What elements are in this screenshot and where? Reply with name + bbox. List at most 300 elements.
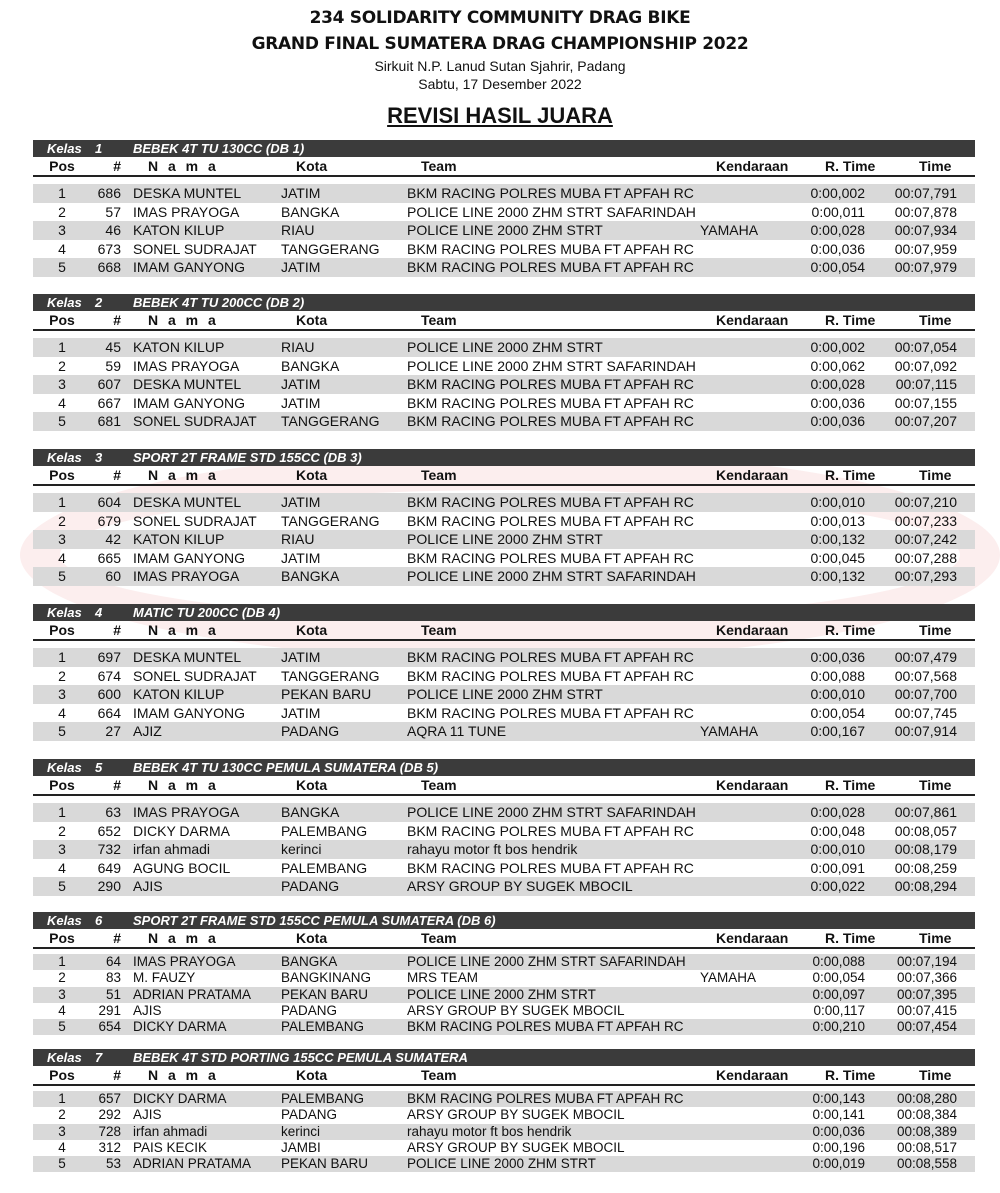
col-header-number: # xyxy=(113,777,121,793)
cell-pos: 4 xyxy=(58,240,66,257)
cell-team: POLICE LINE 2000 ZHM STRT SAFARINDAH xyxy=(407,203,696,220)
cell-time: 00:07,745 xyxy=(894,704,957,721)
cell-kota: TANGGERANG xyxy=(281,240,380,257)
cell-time: 00:08,057 xyxy=(894,822,957,839)
cell-kota: PADANG xyxy=(281,878,340,894)
kelas-number: 6 xyxy=(95,913,103,928)
col-header-name: N a m a xyxy=(148,158,219,174)
cell-number: 64 xyxy=(105,954,121,969)
kelas-number: 7 xyxy=(95,1050,103,1065)
cell-name: KATON KILUP xyxy=(133,339,225,355)
col-header-kendaraan: Kendaraan xyxy=(716,1067,789,1083)
cell-pos: 1 xyxy=(58,649,66,665)
cell-time: 00:08,179 xyxy=(894,841,957,857)
class-title: SPORT 2T FRAME STD 155CC (DB 3) xyxy=(133,450,362,465)
cell-pos: 2 xyxy=(58,1107,66,1123)
cell-time: 00:07,207 xyxy=(894,413,957,429)
cell-team: POLICE LINE 2000 ZHM STRT SAFARINDAH xyxy=(407,568,696,584)
table-row xyxy=(33,1124,975,1140)
cell-rtime: 0:00,141 xyxy=(812,1107,865,1123)
col-header-team: Team xyxy=(421,158,457,174)
col-header-rtime: R. Time xyxy=(825,158,876,174)
cell-rtime: 0:00,054 xyxy=(810,259,865,275)
page-heading: REVISI HASIL JUARA xyxy=(387,103,613,128)
cell-time: 00:08,384 xyxy=(896,1107,957,1123)
cell-name: irfan ahmadi xyxy=(133,841,211,857)
cell-time: 00:08,517 xyxy=(896,1139,957,1155)
event-title: 234 SOLIDARITY COMMUNITY DRAG BIKE xyxy=(309,8,691,28)
cell-name: IMAS PRAYOGA xyxy=(133,203,240,220)
table-row xyxy=(33,567,975,586)
cell-kota: TANGGERANG xyxy=(281,667,380,684)
cell-rtime: 0:00,048 xyxy=(810,822,865,839)
cell-number: 679 xyxy=(97,512,121,529)
cell-team: BKM RACING POLRES MUBA FT APFAH RC xyxy=(407,649,694,665)
cell-pos: 5 xyxy=(58,1156,66,1172)
col-header-kota: Kota xyxy=(296,777,328,793)
cell-kota: BANGKA xyxy=(281,568,340,584)
col-header-rtime: R. Time xyxy=(825,622,876,638)
kelas-number: 3 xyxy=(95,450,103,465)
table-row xyxy=(33,954,975,970)
cell-name: IMAS PRAYOGA xyxy=(133,568,240,584)
cell-name: M. FAUZY xyxy=(133,970,196,986)
cell-pos: 3 xyxy=(58,222,66,238)
cell-kota: PADANG xyxy=(281,1107,338,1123)
cell-kendaraan: YAMAHA xyxy=(700,222,759,238)
class-header-bar xyxy=(33,140,975,157)
cell-rtime: 0:00,011 xyxy=(811,203,865,220)
col-header-kota: Kota xyxy=(296,622,328,638)
column-header-row xyxy=(33,1066,975,1086)
col-header-number: # xyxy=(113,312,121,328)
cell-time: 00:07,366 xyxy=(896,970,957,986)
cell-number: 657 xyxy=(98,1091,121,1106)
cell-team: BKM RACING POLRES MUBA FT APFAH RC xyxy=(407,549,694,566)
cell-number: 51 xyxy=(105,986,121,1002)
cell-name: IMAS PRAYOGA xyxy=(133,357,240,374)
cell-number: 673 xyxy=(97,240,121,257)
cell-rtime: 0:00,028 xyxy=(810,376,865,392)
cell-rtime: 0:00,045 xyxy=(810,549,865,566)
table-row xyxy=(33,648,975,667)
table-row xyxy=(33,338,975,357)
cell-kota: PADANG xyxy=(281,723,340,739)
cell-name: DICKY DARMA xyxy=(133,1091,227,1106)
cell-team: BKM RACING POLRES MUBA FT APFAH RC xyxy=(407,376,694,392)
cell-time: 00:07,233 xyxy=(894,512,957,529)
cell-kota: JATIM xyxy=(281,259,321,275)
col-header-name: N a m a xyxy=(148,777,219,793)
col-header-kendaraan: Kendaraan xyxy=(716,777,789,793)
class-header-bar xyxy=(33,449,975,466)
cell-time: 00:07,092 xyxy=(894,357,957,374)
cell-number: 654 xyxy=(98,1019,121,1035)
kelas-label: Kelas xyxy=(47,295,82,310)
table-row xyxy=(33,704,975,723)
class-title: BEBEK 4T TU 130CC (DB 1) xyxy=(133,141,305,156)
cell-pos: 2 xyxy=(58,512,66,529)
col-header-rtime: R. Time xyxy=(825,1067,876,1083)
cell-rtime: 0:00,088 xyxy=(812,954,865,969)
cell-pos: 2 xyxy=(58,357,66,374)
col-header-name: N a m a xyxy=(148,1067,219,1083)
column-header-row xyxy=(33,466,975,486)
cell-name: PAIS KECIK xyxy=(133,1139,208,1155)
column-header-row xyxy=(33,929,975,949)
cell-team: ARSY GROUP BY SUGEK MBOCIL xyxy=(407,878,633,894)
cell-pos: 4 xyxy=(58,394,66,411)
col-header-pos: Pos xyxy=(49,777,75,793)
cell-kota: PALEMBANG xyxy=(281,859,368,876)
table-row xyxy=(33,987,975,1003)
cell-rtime: 0:00,013 xyxy=(810,512,865,529)
cell-rtime: 0:00,210 xyxy=(812,1019,865,1035)
cell-pos: 1 xyxy=(58,339,66,355)
cell-time: 00:08,558 xyxy=(896,1156,957,1172)
col-header-kendaraan: Kendaraan xyxy=(716,622,789,638)
cell-time: 00:07,700 xyxy=(894,686,957,702)
col-header-pos: Pos xyxy=(49,930,75,946)
cell-number: 681 xyxy=(97,413,121,429)
class-title: SPORT 2T FRAME STD 155CC PEMULA SUMATERA (DB 6) xyxy=(133,913,496,928)
cell-number: 42 xyxy=(105,531,121,547)
cell-kota: BANGKA xyxy=(281,954,338,969)
cell-number: 60 xyxy=(105,568,121,584)
cell-rtime: 0:00,036 xyxy=(810,240,865,257)
cell-number: 46 xyxy=(105,222,121,238)
cell-team: ARSY GROUP BY SUGEK MBOCIL xyxy=(407,1002,625,1018)
kelas-label: Kelas xyxy=(47,760,82,775)
col-header-time: Time xyxy=(919,158,952,174)
class-section xyxy=(33,912,975,1035)
cell-name: ADRIAN PRATAMA xyxy=(133,986,252,1002)
cell-time: 00:07,054 xyxy=(894,339,957,355)
kelas-label: Kelas xyxy=(47,1050,82,1065)
col-header-kota: Kota xyxy=(296,158,328,174)
col-header-name: N a m a xyxy=(148,930,219,946)
col-header-name: N a m a xyxy=(148,622,219,638)
cell-pos: 4 xyxy=(58,1002,66,1018)
class-header-bar xyxy=(33,759,975,776)
cell-pos: 5 xyxy=(58,1019,66,1035)
cell-name: IMAM GANYONG xyxy=(133,704,246,721)
column-header-row xyxy=(33,621,975,641)
col-header-number: # xyxy=(113,467,121,483)
cell-number: 27 xyxy=(105,723,121,739)
cell-kota: JATIM xyxy=(281,394,321,411)
col-header-number: # xyxy=(113,1067,121,1083)
cell-number: 292 xyxy=(98,1107,121,1123)
cell-rtime: 0:00,010 xyxy=(810,494,865,510)
col-header-number: # xyxy=(113,622,121,638)
cell-team: BKM RACING POLRES MUBA FT APFAH RC xyxy=(407,512,694,529)
cell-number: 674 xyxy=(97,667,121,684)
col-header-kendaraan: Kendaraan xyxy=(716,158,789,174)
cell-number: 665 xyxy=(97,549,121,566)
cell-number: 63 xyxy=(105,804,121,820)
col-header-pos: Pos xyxy=(49,467,75,483)
cell-time: 00:08,280 xyxy=(896,1091,957,1106)
cell-kota: BANGKA xyxy=(281,357,340,374)
cell-number: 686 xyxy=(97,185,121,201)
cell-pos: 3 xyxy=(58,986,66,1002)
col-header-rtime: R. Time xyxy=(825,467,876,483)
col-header-team: Team xyxy=(421,312,457,328)
kelas-label: Kelas xyxy=(47,605,82,620)
cell-team: BKM RACING POLRES MUBA FT APFAH RC xyxy=(407,240,694,257)
cell-number: 291 xyxy=(98,1002,121,1018)
cell-time: 00:07,155 xyxy=(894,394,957,411)
cell-pos: 4 xyxy=(58,1139,66,1155)
cell-rtime: 0:00,002 xyxy=(810,185,865,201)
cell-team: MRS TEAM xyxy=(407,970,479,986)
class-title: BEBEK 4T TU 200CC (DB 2) xyxy=(133,295,305,310)
cell-number: 607 xyxy=(97,376,121,392)
cell-name: irfan ahmadi xyxy=(133,1123,208,1139)
col-header-name: N a m a xyxy=(148,467,219,483)
cell-kota: JATIM xyxy=(281,549,321,566)
cell-pos: 2 xyxy=(58,667,66,684)
event-subtitle: GRAND FINAL SUMATERA DRAG CHAMPIONSHIP 2022 xyxy=(251,34,749,54)
cell-pos: 3 xyxy=(58,1123,66,1139)
table-row xyxy=(33,512,975,531)
cell-time: 00:07,454 xyxy=(896,1019,957,1035)
cell-team: BKM RACING POLRES MUBA FT APFAH RC xyxy=(407,394,694,411)
cell-time: 00:07,861 xyxy=(894,804,957,820)
cell-pos: 3 xyxy=(58,376,66,392)
cell-pos: 5 xyxy=(58,413,66,429)
cell-rtime: 0:00,132 xyxy=(810,568,865,584)
table-row xyxy=(33,549,975,568)
cell-number: 290 xyxy=(97,878,121,894)
event-date: Sabtu, 17 Desember 2022 xyxy=(418,76,582,92)
cell-kota: TANGGERANG xyxy=(281,413,380,429)
col-header-name: N a m a xyxy=(148,312,219,328)
cell-number: 312 xyxy=(98,1139,121,1155)
cell-name: DICKY DARMA xyxy=(133,1019,227,1035)
col-header-team: Team xyxy=(421,1067,457,1083)
cell-rtime: 0:00,062 xyxy=(810,357,865,374)
table-row xyxy=(33,1156,975,1172)
cell-kota: BANGKINANG xyxy=(281,970,372,986)
cell-time: 00:08,294 xyxy=(894,878,957,894)
col-header-team: Team xyxy=(421,777,457,793)
cell-rtime: 0:00,091 xyxy=(810,859,865,876)
cell-pos: 2 xyxy=(58,822,66,839)
cell-kota: BANGKA xyxy=(281,203,340,220)
cell-name: DESKA MUNTEL xyxy=(133,185,242,201)
cell-team: BKM RACING POLRES MUBA FT APFAH RC xyxy=(407,494,694,510)
cell-rtime: 0:00,196 xyxy=(812,1139,865,1155)
cell-number: 45 xyxy=(105,339,121,355)
col-header-kendaraan: Kendaraan xyxy=(716,467,789,483)
col-header-rtime: R. Time xyxy=(825,930,876,946)
cell-rtime: 0:00,002 xyxy=(810,339,865,355)
table-row xyxy=(33,1091,975,1107)
cell-rtime: 0:00,028 xyxy=(810,804,865,820)
cell-team: POLICE LINE 2000 ZHM STRT xyxy=(407,986,596,1002)
table-row xyxy=(33,667,975,686)
cell-number: 664 xyxy=(97,704,121,721)
table-row xyxy=(33,1003,975,1019)
cell-team: rahayu motor ft bos hendrik xyxy=(407,841,578,857)
cell-time: 00:07,914 xyxy=(894,723,957,739)
cell-time: 00:07,479 xyxy=(894,649,957,665)
class-header-bar xyxy=(33,294,975,311)
cell-rtime: 0:00,117 xyxy=(813,1002,865,1018)
cell-kota: kerinci xyxy=(281,1123,321,1139)
cell-name: KATON KILUP xyxy=(133,531,225,547)
cell-time: 00:07,979 xyxy=(894,259,957,275)
table-row xyxy=(33,840,975,859)
cell-time: 00:07,791 xyxy=(894,185,957,201)
cell-time: 00:07,210 xyxy=(894,494,957,510)
cell-rtime: 0:00,167 xyxy=(810,723,865,739)
table-row xyxy=(33,493,975,512)
cell-kendaraan: YAMAHA xyxy=(700,970,757,986)
cell-rtime: 0:00,010 xyxy=(810,686,865,702)
column-header-row xyxy=(33,311,975,331)
cell-kota: PEKAN BARU xyxy=(281,1156,369,1172)
cell-time: 00:07,194 xyxy=(896,954,957,969)
cell-rtime: 0:00,054 xyxy=(810,704,865,721)
cell-name: AJIZ xyxy=(133,723,162,739)
cell-kota: JATIM xyxy=(281,494,321,510)
cell-team: AQRA 11 TUNE xyxy=(407,723,507,739)
col-header-time: Time xyxy=(919,1067,952,1083)
cell-kota: PEKAN BARU xyxy=(281,986,369,1002)
class-header-bar xyxy=(33,912,975,929)
cell-kendaraan: YAMAHA xyxy=(700,723,759,739)
cell-team: POLICE LINE 2000 ZHM STRT SAFARINDAH xyxy=(407,804,696,820)
class-header-bar xyxy=(33,1049,975,1066)
table-row xyxy=(33,970,975,986)
cell-time: 00:07,395 xyxy=(896,986,957,1002)
class-section xyxy=(33,449,975,586)
event-venue: Sirkuit N.P. Lanud Sutan Sjahrir, Padang xyxy=(374,58,626,74)
cell-team: BKM RACING POLRES MUBA FT APFAH RC xyxy=(407,1091,684,1106)
cell-team: BKM RACING POLRES MUBA FT APFAH RC xyxy=(407,704,694,721)
cell-kota: BANGKA xyxy=(281,804,340,820)
kelas-label: Kelas xyxy=(47,913,82,928)
column-header-row xyxy=(33,776,975,796)
cell-team: ARSY GROUP BY SUGEK MBOCIL xyxy=(407,1139,625,1155)
cell-team: BKM RACING POLRES MUBA FT APFAH RC xyxy=(407,1019,684,1035)
cell-number: 728 xyxy=(98,1123,121,1139)
table-row xyxy=(33,375,975,394)
cell-time: 00:07,415 xyxy=(896,1002,957,1018)
cell-name: DESKA MUNTEL xyxy=(133,649,242,665)
cell-number: 649 xyxy=(97,859,121,876)
cell-rtime: 0:00,097 xyxy=(812,986,865,1002)
cell-name: DESKA MUNTEL xyxy=(133,376,242,392)
cell-rtime: 0:00,143 xyxy=(812,1091,865,1106)
column-header-row xyxy=(33,157,975,177)
col-header-rtime: R. Time xyxy=(825,312,876,328)
class-section xyxy=(33,294,975,431)
table-row xyxy=(33,1107,975,1123)
cell-team: BKM RACING POLRES MUBA FT APFAH RC xyxy=(407,859,694,876)
cell-number: 732 xyxy=(97,841,121,857)
col-header-time: Time xyxy=(919,930,952,946)
cell-kota: PEKAN BARU xyxy=(281,686,372,702)
cell-number: 652 xyxy=(97,822,121,839)
col-header-team: Team xyxy=(421,467,457,483)
table-row xyxy=(33,1019,975,1035)
cell-name: ADRIAN PRATAMA xyxy=(133,1156,252,1172)
table-row xyxy=(33,822,975,841)
cell-name: IMAM GANYONG xyxy=(133,549,246,566)
cell-rtime: 0:00,132 xyxy=(810,531,865,547)
cell-time: 00:07,878 xyxy=(894,203,957,220)
cell-team: BKM RACING POLRES MUBA FT APFAH RC xyxy=(407,185,694,201)
cell-rtime: 0:00,010 xyxy=(810,841,865,857)
cell-kota: PALEMBANG xyxy=(281,1091,365,1106)
cell-time: 00:08,389 xyxy=(896,1123,957,1139)
table-row xyxy=(33,203,975,222)
cell-pos: 3 xyxy=(58,686,66,702)
table-row xyxy=(33,221,975,240)
cell-name: SONEL SUDRAJAT xyxy=(133,512,257,529)
col-header-team: Team xyxy=(421,930,457,946)
cell-team: BKM RACING POLRES MUBA FT APFAH RC xyxy=(407,413,694,429)
cell-pos: 1 xyxy=(58,954,66,969)
col-header-pos: Pos xyxy=(49,158,75,174)
cell-kota: JAMBI xyxy=(281,1139,321,1155)
cell-team: POLICE LINE 2000 ZHM STRT xyxy=(407,339,603,355)
col-header-kota: Kota xyxy=(296,930,328,946)
table-row xyxy=(33,877,975,896)
col-header-team: Team xyxy=(421,622,457,638)
cell-name: IMAS PRAYOGA xyxy=(133,954,236,969)
cell-rtime: 0:00,036 xyxy=(810,649,865,665)
cell-pos: 5 xyxy=(58,723,66,739)
cell-number: 600 xyxy=(97,686,121,702)
class-section xyxy=(33,759,975,896)
cell-team: POLICE LINE 2000 ZHM STRT SAFARINDAH xyxy=(407,954,686,969)
cell-time: 00:07,293 xyxy=(894,568,957,584)
cell-pos: 4 xyxy=(58,549,66,566)
cell-name: KATON KILUP xyxy=(133,686,225,702)
cell-team: BKM RACING POLRES MUBA FT APFAH RC xyxy=(407,822,694,839)
kelas-number: 1 xyxy=(95,141,103,156)
cell-rtime: 0:00,036 xyxy=(810,413,865,429)
cell-number: 697 xyxy=(97,649,121,665)
class-section xyxy=(33,604,975,741)
cell-name: KATON KILUP xyxy=(133,222,225,238)
cell-number: 667 xyxy=(97,394,121,411)
col-header-kendaraan: Kendaraan xyxy=(716,312,789,328)
cell-name: SONEL SUDRAJAT xyxy=(133,240,257,257)
class-header-bar xyxy=(33,604,975,621)
col-header-time: Time xyxy=(919,467,952,483)
kelas-label: Kelas xyxy=(47,141,82,156)
cell-pos: 1 xyxy=(58,1091,66,1106)
cell-name: IMAS PRAYOGA xyxy=(133,804,240,820)
cell-rtime: 0:00,054 xyxy=(812,970,865,986)
cell-name: SONEL SUDRAJAT xyxy=(133,667,257,684)
col-header-pos: Pos xyxy=(49,1067,75,1083)
kelas-label: Kelas xyxy=(47,450,82,465)
cell-pos: 4 xyxy=(58,859,66,876)
class-section xyxy=(33,140,975,277)
cell-pos: 1 xyxy=(58,185,66,201)
col-header-number: # xyxy=(113,158,121,174)
cell-pos: 1 xyxy=(58,494,66,510)
kelas-number: 4 xyxy=(95,605,103,620)
cell-time: 00:07,934 xyxy=(894,222,957,238)
